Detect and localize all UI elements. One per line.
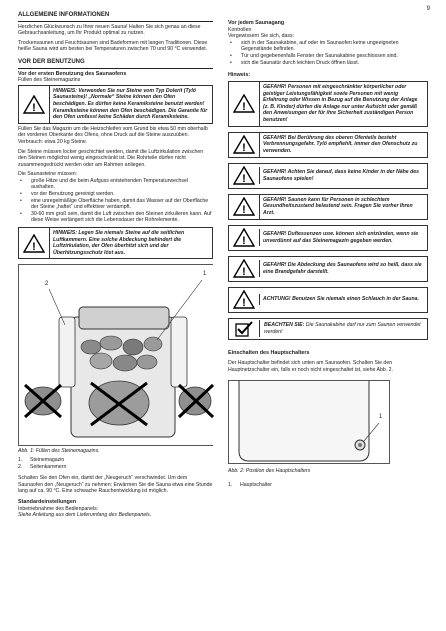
note-box <box>228 318 428 340</box>
svg-text:!: ! <box>242 266 246 279</box>
danger-text-2: GEFAHR! Bei Berührung des oberen Ofenteils besteht Verbrennungsgefahr. Tylö empfiehlt, immer den Ofenschutz zu verwenden. <box>259 133 427 157</box>
list-item: • sich die Saunatür durch leichten Druck öffnen lässt. <box>228 60 428 67</box>
danger-box-1 <box>228 81 428 127</box>
right-column <box>228 12 428 494</box>
warning-triangle-icon <box>229 197 259 216</box>
main-switch-heading: Einschalten des Hauptschalters <box>228 349 310 356</box>
ensure-bullet-list <box>228 40 428 66</box>
list-item: • eine unregelmäßige Oberfläche haben, damit das Wasser auf der Oberfläche der Steine „haftet“ und effektiver verdampft. <box>18 198 213 211</box>
danger-text-7: ACHTUNG! Benutzen Sie niemals einen Schlauch in der Sauna. <box>259 294 427 305</box>
before-bath-heading: Vor jedem Saunagang <box>228 20 285 26</box>
warning-triangle-icon <box>229 228 259 247</box>
fill-stones-subheading: Füllen des Steinemagazins <box>18 77 81 84</box>
list-item: 2. Seitenkammern <box>18 463 67 470</box>
list-item: • sich in der Saunakabine, auf oder im Saunaofen keine ungeeigneten Gegenstände befinden. <box>228 40 428 53</box>
svg-text:!: ! <box>32 101 36 114</box>
figure1-callout-2: 2 <box>45 281 49 288</box>
warning-triangle-icon <box>19 95 49 114</box>
note-text: BEACHTEN SIE: Die Saunakabine darf nur zum Saunen verwendet werden! <box>259 320 427 337</box>
fill-paragraph-2: Die Steine müssen locker geschichtet werden, damit die Luftzirkulation zwischen den Steinen möglichst wenig eingeschränkt ist. Die Rohrteile dürfen nicht zusammengedrückt werden oder am Rahmen anliegen. <box>18 148 204 168</box>
list-item: • große Hitze und die beim Aufguss entstehenden Temperaturwechsel aushalten. <box>18 178 213 191</box>
warning-text-side-chambers: HINWEIS: Legen Sie niemals Steine auf die seitlichen Luftkammern. Eine solche Abdeckung behindert die Luftzirkulation, der Ofen überhitzt sich und der Überhitzungsschutz löst aus. <box>49 228 212 258</box>
general-paragraph-1: Herzlichen Glückwunsch zu Ihrer neuen Sauna! Halten Sie sich genau an diese Gebrauchsanleitung, um Ihr Produkt optimal zu nutzen. <box>18 23 201 37</box>
figure2-legend <box>228 482 428 489</box>
danger-box-6 <box>228 256 428 282</box>
controls-subheading: Kontrollen <box>228 26 252 33</box>
page-number: 9 <box>426 6 430 12</box>
figure-main-switch <box>228 380 390 464</box>
ensure-intro: Vergewissern Sie sich, dass: <box>228 33 295 40</box>
hints-heading: Hinweis: <box>228 72 251 79</box>
warning-text-stones: HINWEIS: Verwenden Sie nur Steine vom Typ Dolerit (Tylö Saunasteine)! „Normale“ Steine können den Ofen beschädigen. Es dürfen keine Keramiksteine benutzt werden! Keramiksteine können den Ofen beschädigen. Die Garantie für den Ofen umfasst keine Schäden durch Keramiksteine. <box>49 86 212 123</box>
danger-text-5: GEFAHR! Duftessenzen usw. können sich entzünden, wenn sie unverdünnt auf das Steinemagazin gegeben werden. <box>259 229 427 246</box>
sauna-heater-illustration <box>19 265 214 445</box>
danger-box-5 <box>228 225 428 251</box>
stones-intro: Die Saunasteine müssen: <box>18 171 78 178</box>
danger-text-6: GEFAHR! Die Abdeckung des Saunaofens wird so heiß, dass sie eine Brandgefahr darstellt. <box>259 260 427 277</box>
figure1-legend <box>18 457 213 470</box>
danger-text-3: GEFAHR! Achten Sie darauf, dass keine Kinder in der Nähe des Saunaofens spielen! <box>259 167 427 184</box>
svg-text:!: ! <box>32 240 36 253</box>
general-paragraph-2: Trockensaunen und Feuchtsaunen sind Badeformen mit langen Traditionen. Diese heiße Sauna wird am besten bei Temperaturen zwischen 70 und 90 °C verwendet. <box>18 39 208 53</box>
danger-box-4 <box>228 194 428 220</box>
svg-text:!: ! <box>242 101 246 114</box>
main-switch-illustration <box>229 381 389 463</box>
list-item: 1. Hauptschalter <box>228 482 273 489</box>
fill-paragraph-1: Füllen Sie das Magazin um die Heizschleifen vom Grund bis etwa 50 mm oberhalb der vorderen Oberkante des Ofens, ohne Druck auf die Steine auszuüben. Verbrauch: etwa 20 kg Steine. <box>18 125 208 145</box>
warning-triangle-icon <box>229 166 259 185</box>
warning-box-side-chambers <box>18 227 213 259</box>
svg-text:!: ! <box>242 204 246 217</box>
danger-text-4: GEFAHR! Saunen kann für Personen in schlechtem Gesundheitszustand belastend sein. Fragen Sie vorher Ihren Arzt. <box>259 195 427 219</box>
warning-triangle-icon <box>19 234 49 253</box>
warning-triangle-icon <box>229 135 259 154</box>
figure-stone-magazine <box>18 264 213 446</box>
warning-triangle-icon <box>229 259 259 278</box>
warning-triangle-icon <box>229 290 259 309</box>
prep-heading: VOR DER BENUTZUNG <box>18 59 213 69</box>
svg-text:!: ! <box>242 142 246 155</box>
checkbox-check-icon <box>229 319 259 339</box>
warning-triangle-icon <box>229 94 259 113</box>
danger-box-2 <box>228 132 428 158</box>
standard-settings-heading: Standardeinstellungen <box>18 498 77 505</box>
left-column <box>18 12 213 519</box>
danger-box-3 <box>228 163 428 189</box>
figure1-caption: Abb. 1: Füllen des Steinemagazins. <box>18 448 100 455</box>
list-item: 1. Steinemagazin <box>18 457 65 463</box>
svg-text:!: ! <box>242 235 246 248</box>
list-item: • 30-60 mm groß sein, damit die Luft zwischen den Steinen zirkulieren kann. Auf diese Weise verlängert sich die Lebensdauer der Rohrelemente. <box>18 211 213 224</box>
danger-text-1: GEFAHR! Personen mit eingeschränkter körperlicher oder geistiger Leistungsfähigkeit sowie Personen mit wenig Erfahrung oder Wissen in Bezug auf die Benutzung der Anlage (z. B. Kinder) dürfen die Anlage nur unter Aufsicht oder gemäß den Anweisungen der für ihre Sicherheit zuständigen Person benutzen! <box>259 82 427 126</box>
danger-box-7 <box>228 287 428 313</box>
figure2-callout-1: 1 <box>379 413 383 420</box>
list-item: • vor der Benutzung gereinigt werden. <box>18 191 213 198</box>
figure2-caption: Abb. 2: Position des Hauptschalters <box>228 467 311 474</box>
first-use-heading: Vor der ersten Benutzung des Saunaofens <box>18 70 127 77</box>
main-switch-paragraph: Der Hauptschalter befindet sich unten am Saunaofen. Schalten Sie den Hauptnetzschalter ein, falls er noch nicht eingeschaltet ist, siehe Abb. 2. <box>228 360 393 373</box>
list-item: • Tür und gegebenenfalls Fenster der Saunakabine geschlossen sind. <box>228 53 428 60</box>
standard-settings-line-2: Siehe Anleitung aus dem Lieferumfang des Bedienpanels. <box>18 512 152 519</box>
general-heading: ALLGEMEINE INFORMATIONEN <box>18 12 213 22</box>
standard-settings-line-1: Inbetriebnahme des Bedienpanels: <box>18 505 99 512</box>
svg-text:!: ! <box>242 173 246 186</box>
figure1-callout-1: 1 <box>203 271 207 278</box>
stones-bullet-list <box>18 178 213 224</box>
warning-box-stones <box>18 85 213 124</box>
new-smell-paragraph: Schalten Sie den Ofen ein, damit der „Neugeruch“ verschwindet. Um dem Saunaofen den „Neugeruch“ zu nehmen: Erwärmen Sie die Sauna etwa eine Stunde lang auf ca. 90 °C. Eine schwache Rauchentwicklung ist möglich. <box>18 475 213 495</box>
svg-text:!: ! <box>242 297 246 310</box>
